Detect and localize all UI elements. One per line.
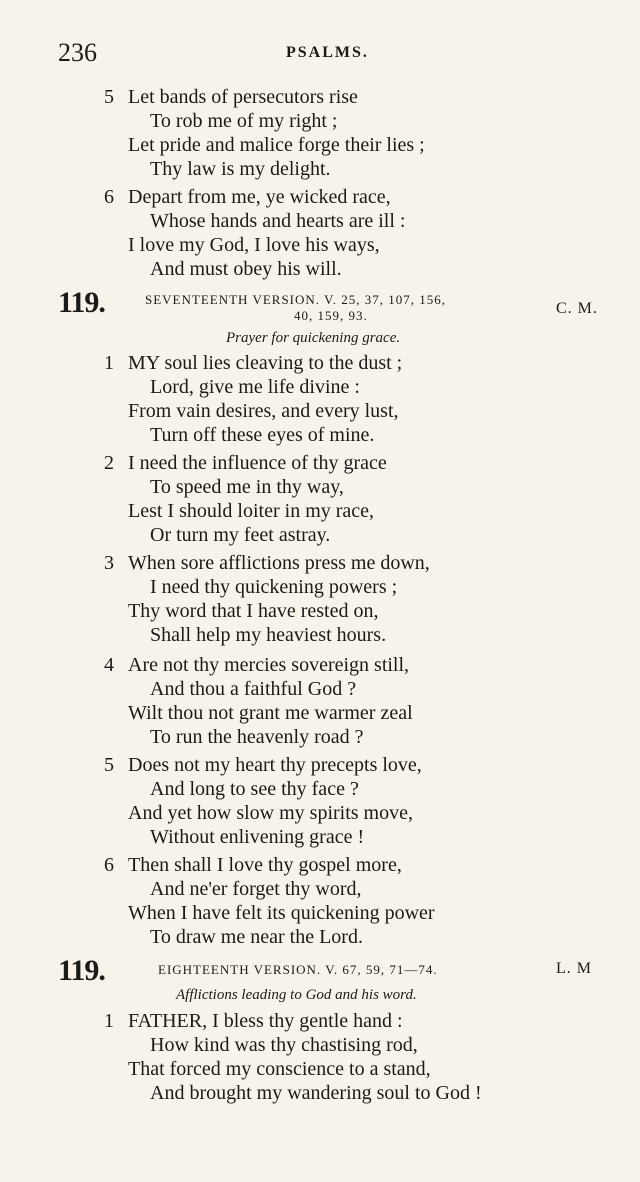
verse-line: And thou a faithful God ? — [150, 678, 357, 700]
verse-line: Lord, give me life divine : — [150, 376, 360, 398]
stanza-number: 5 — [104, 754, 114, 776]
verse-line: That forced my conscience to a stand, — [128, 1058, 431, 1080]
verse-line: Or turn my feet astray. — [150, 524, 331, 546]
stanza-number: 5 — [104, 86, 114, 108]
verse-line: When I have felt its quickening power — [128, 902, 435, 924]
stanza-number: 3 — [104, 552, 114, 574]
verse-line: Thy law is my delight. — [150, 158, 331, 180]
stanza-number: 1 — [104, 1010, 114, 1032]
stanza-number: 2 — [104, 452, 114, 474]
psalm-number: 119. — [58, 286, 105, 319]
verse-line: Let pride and malice forge their lies ; — [128, 134, 425, 156]
psalm-number: 119. — [58, 954, 105, 987]
verse-line: I love my God, I love his ways, — [128, 234, 380, 256]
verse-line: And ne'er forget thy word, — [150, 878, 362, 900]
stanza-number: 4 — [104, 654, 114, 676]
meter-label: C. M. — [556, 300, 598, 317]
verse-line: Without enlivening grace ! — [150, 826, 365, 848]
verse-line: Then shall I love thy gospel more, — [128, 854, 402, 876]
verse-line: Are not thy mercies sovereign still, — [128, 654, 410, 676]
verse-line: When sore afflictions press me down, — [128, 552, 430, 574]
psalm-subtitle: Afflictions leading to God and his word. — [176, 987, 417, 1003]
verse-line: FATHER, I bless thy gentle hand : — [128, 1010, 403, 1032]
verse-line: Wilt thou not grant me warmer zeal — [128, 702, 413, 724]
stanza-number: 6 — [104, 854, 114, 876]
verse-line: And must obey his will. — [150, 258, 342, 280]
verse-line: How kind was thy chastising rod, — [150, 1034, 418, 1056]
verse-line: Does not my heart thy precepts love, — [128, 754, 422, 776]
version-line: SEVENTEENTH VERSION. V. 25, 37, 107, 156, — [145, 292, 447, 307]
verse-line: Thy word that I have rested on, — [128, 600, 379, 622]
verse-line: MY soul lies cleaving to the dust ; — [128, 352, 403, 374]
verse-line: From vain desires, and every lust, — [128, 400, 399, 422]
verse-line: Whose hands and hearts are ill : — [150, 210, 406, 232]
verse-line: And long to see thy face ? — [150, 778, 359, 800]
verse-line: Shall help my heaviest hours. — [150, 624, 387, 646]
verse-line: To rob me of my right ; — [150, 110, 338, 132]
verse-line: I need thy quickening powers ; — [150, 576, 398, 598]
verse-line: Turn off these eyes of mine. — [150, 424, 375, 446]
verse-line: And brought my wandering soul to God ! — [150, 1082, 482, 1104]
running-head — [58, 38, 578, 68]
verse-line: To run the heavenly road ? — [150, 726, 364, 748]
running-title: PSALMS. — [286, 44, 369, 61]
verse-line: I need the influence of thy grace — [128, 452, 387, 474]
verse-line: And yet how slow my spirits move, — [128, 802, 413, 824]
meter-label: L. M — [556, 960, 592, 977]
psalm-subtitle: Prayer for quickening grace. — [226, 330, 401, 346]
verse-line: Depart from me, ye wicked race, — [128, 186, 391, 208]
version-line: EIGHTEENTH VERSION. V. 67, 59, 71—74. — [158, 962, 438, 977]
verse-line: To speed me in thy way, — [150, 476, 344, 498]
verse-line: Let bands of persecutors rise — [128, 86, 358, 108]
version-line: 40, 159, 93. — [294, 308, 368, 323]
verse-line: To draw me near the Lord. — [150, 926, 363, 948]
stanza-number: 1 — [104, 352, 114, 374]
verse-line: Lest I should loiter in my race, — [128, 500, 375, 522]
stanza-number: 6 — [104, 186, 114, 208]
page-number: 236 — [58, 38, 97, 67]
